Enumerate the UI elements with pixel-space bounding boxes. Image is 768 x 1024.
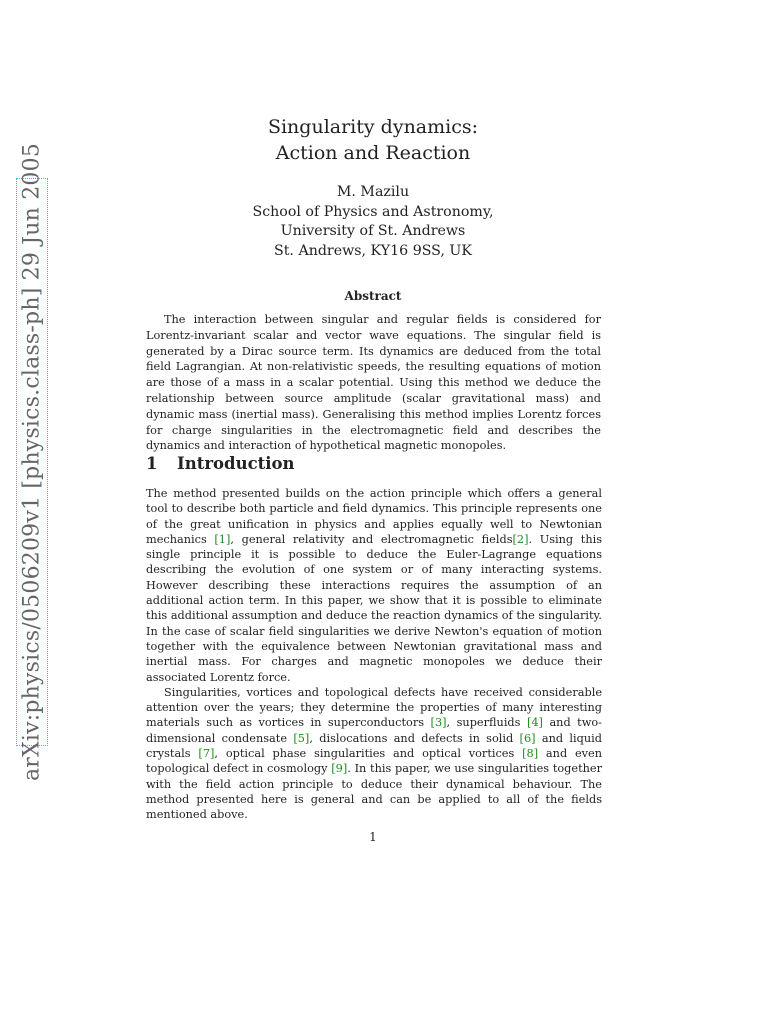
citation-link[interactable]: [5] — [293, 731, 310, 745]
author-name: M. Mazilu — [336, 184, 410, 200]
text-run: , optical phase singularities and optical vortices — [214, 747, 523, 761]
text-run: , dislocations and defects in solid — [309, 731, 520, 745]
citation-link[interactable]: [8] — [522, 747, 539, 761]
section-title: Introduction — [177, 454, 295, 473]
title-line-1: Singularity dynamics: — [267, 116, 479, 138]
paper-title — [0, 114, 746, 166]
text-run: and liquid crystals — [146, 731, 602, 761]
text-run: , general relativity and electromagnetic fields — [230, 532, 513, 546]
citation-link[interactable]: [3] — [430, 716, 447, 730]
page-number: 1 — [369, 830, 377, 844]
text-run: The method presented builds on the action principle which offers a general tool to describe both particle and field dynamics. This principle represents one of the great unification in physics and applies equally well to Newtonian mechanics — [146, 487, 602, 546]
section-number: 1 — [146, 454, 158, 473]
text-run: . Using this single principle it is possible to deduce the Euler-Lagrange equations describing the evolution of one system or of many interacting systems. However describing these interactions requires the assumption of an additional action term. In this paper, we show that it is possible to eliminate this additional assumption and deduce the reaction dynamics of the singularity. In the case of scalar field singularities we derive Newton's equation of motion together with the equivalence between Newtonian gravitational mass and inertial mass. For charges and magnetic monopoles we deduce their associated Lorentz force. — [146, 532, 603, 684]
text-run: . In this paper, we use singularities together with the field action principle to deduce their dynamical behaviour. The method presented here is general and can be applied to all of the fields mentioned above. — [146, 762, 602, 822]
citation-link[interactable]: [7] — [198, 747, 215, 761]
affiliation-line-1: School of Physics and Astronomy, — [252, 203, 494, 220]
affiliation-line-2: University of St. Andrews — [280, 223, 466, 239]
paragraph-1 — [146, 486, 602, 685]
title-line-2: Action and Reaction — [275, 142, 471, 164]
text-run: and even topological defect in cosmology — [146, 747, 603, 776]
text-run: and two-dimensional condensate — [146, 716, 602, 745]
paragraph-2 — [146, 685, 602, 823]
abstract-heading: Abstract — [344, 289, 402, 303]
author-block — [0, 183, 746, 261]
citation-link[interactable]: [9] — [331, 762, 348, 776]
citation-link[interactable]: [6] — [519, 731, 536, 745]
citation-link[interactable]: [2] — [512, 532, 529, 546]
citation-link[interactable]: [4] — [526, 716, 543, 730]
abstract-text: The interaction between singular and regular fields is considered for Lorentz-invariant scalar and vector wave equations. The singular field is generated by a Dirac source term. Its dynamics are deduced from the total field Lagrangian. At non-relativistic speeds, the resulting equations of motion are those of a mass in a scalar potential. Using this method we deduce the relationship between source amplitude (scalar gravitational mass) and dynamic mass (inertial mass). Generalising this method implies Lorentz forces for charge singularities in the electromagnetic field and describes the dynamics and interaction of hypothetical magnetic monopoles. — [146, 313, 601, 453]
citation-link[interactable]: [1] — [214, 532, 231, 546]
text-run: Singularities, vortices and topological defects have received considerable attention over the years; they determine the properties of many interesting materials such as vortices in superconductors — [146, 685, 602, 730]
affiliation-line-3: St. Andrews, KY16 9SS, UK — [274, 242, 472, 259]
introduction-body — [146, 486, 602, 823]
arxiv-identifier[interactable]: arXiv:physics/0506209v1 [physics.class-ph] 29 Jun 2005 — [19, 142, 45, 782]
section-heading-introduction — [146, 454, 295, 473]
text-run: , superfluids — [446, 716, 527, 730]
